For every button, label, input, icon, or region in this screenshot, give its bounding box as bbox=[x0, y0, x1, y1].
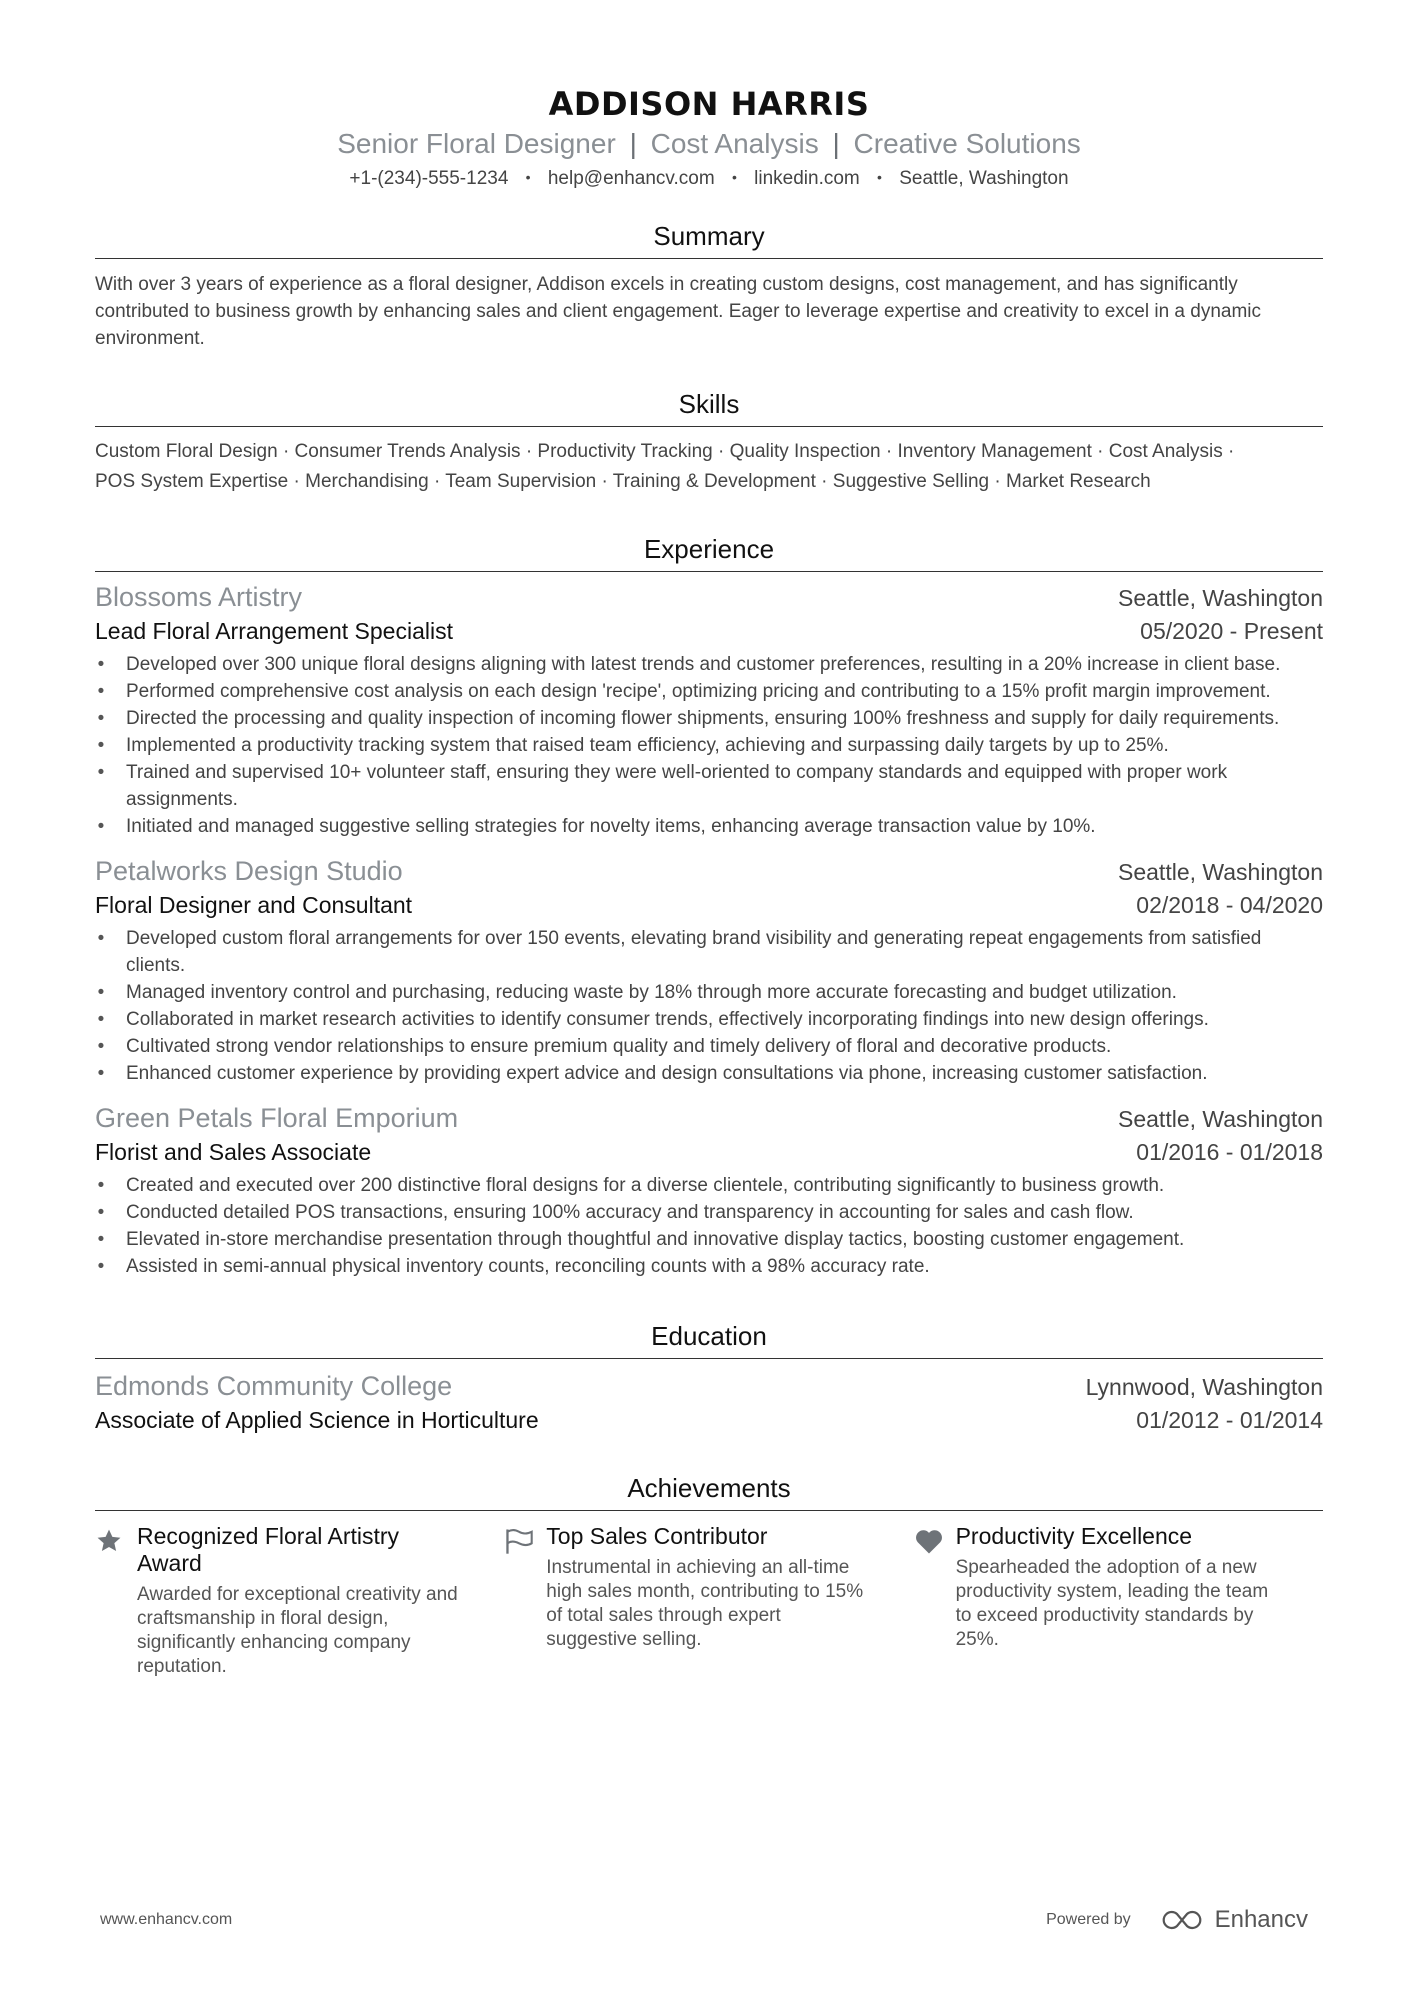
skills-line-1: Custom Floral Design · Consumer Trends Analysis · Productivity Tracking · Quality Inspection · Inventory Management · Cost Analysis · bbox=[95, 441, 1235, 462]
achievement-desc: Awarded for exceptional creativity and craftsmanship in floral design, significantly enhancing company reputation. bbox=[137, 1584, 458, 1677]
job-dates: 02/2018 - 04/2020 bbox=[1136, 892, 1323, 918]
enhancv-logo-icon bbox=[1157, 1908, 1205, 1932]
headline-separator: | bbox=[832, 128, 840, 159]
education-dates: 01/2012 - 01/2014 bbox=[1136, 1407, 1323, 1433]
enhancv-logo[interactable] bbox=[1157, 1906, 1308, 1934]
job-entry bbox=[95, 1101, 1323, 1280]
achievement-item bbox=[95, 1523, 504, 1679]
list-item: • Cultivated strong vendor relationships to ensure premium quality and timely delivery of floral and decorative products. bbox=[126, 1033, 1323, 1060]
list-item: • Trained and supervised 10+ volunteer staff, ensuring they were well-oriented to company standards and equipped with proper work assignments. bbox=[126, 759, 1323, 813]
education-school: Edmonds Community College bbox=[95, 1371, 453, 1401]
section-title-education: Education bbox=[95, 1320, 1323, 1359]
list-item: • Elevated in-store merchandise presentation through thoughtful and innovative display tactics, boosting customer engagement. bbox=[126, 1226, 1323, 1253]
job-bullets bbox=[95, 1172, 1323, 1280]
achievement-item bbox=[914, 1523, 1323, 1679]
list-item: • Performed comprehensive cost analysis on each design 'recipe', optimizing pricing and contributing to a 15% profit margin improvement. bbox=[126, 678, 1323, 705]
flag-icon bbox=[504, 1523, 546, 1679]
summary-section bbox=[95, 220, 1323, 352]
list-item: • Initiated and managed suggestive selling strategies for novelty items, enhancing average transaction value by 10%. bbox=[126, 813, 1323, 840]
education-entry bbox=[95, 1369, 1323, 1436]
heart-icon bbox=[914, 1523, 956, 1679]
education-section bbox=[95, 1320, 1323, 1436]
section-title-achievements: Achievements bbox=[95, 1472, 1323, 1511]
list-item: • Developed over 300 unique floral designs aligning with latest trends and customer preferences, resulting in a 20% increase in client base. bbox=[126, 651, 1323, 678]
achievements-grid bbox=[95, 1523, 1323, 1679]
enhancv-logo-text: Enhancv bbox=[1214, 1906, 1308, 1933]
headline-title-3: Creative Solutions bbox=[853, 128, 1081, 159]
resume-page bbox=[95, 0, 1323, 1679]
powered-by-label: Powered by bbox=[1046, 1911, 1131, 1928]
contact-separator: • bbox=[731, 169, 737, 185]
contact-location: Seattle, Washington bbox=[899, 168, 1069, 189]
section-title-skills: Skills bbox=[95, 388, 1323, 427]
job-location: Seattle, Washington bbox=[1118, 859, 1323, 885]
list-item: • Collaborated in market research activities to identify consumer trends, effectively incorporating findings into new design offerings. bbox=[126, 1006, 1323, 1033]
contact-separator: • bbox=[877, 169, 882, 185]
achievement-title: Productivity Excellence bbox=[955, 1523, 1193, 1549]
list-item: • Assisted in semi-annual physical inventory counts, reconciling counts with a 98% accuracy rate. bbox=[126, 1253, 1323, 1280]
list-item: • Implemented a productivity tracking system that raised team efficiency, achieving and surpassing daily targets by up to 25%. bbox=[126, 732, 1323, 759]
candidate-name: ADDISON HARRIS bbox=[548, 85, 870, 123]
achievement-title: Top Sales Contributor bbox=[546, 1523, 768, 1549]
achievement-item bbox=[504, 1523, 913, 1679]
achievements-section bbox=[95, 1472, 1323, 1679]
job-company: Blossoms Artistry bbox=[95, 582, 303, 612]
job-company: Green Petals Floral Emporium bbox=[95, 1103, 459, 1133]
star-icon bbox=[95, 1523, 137, 1679]
summary-text: With over 3 years of experience as a floral designer, Addison excels in creating custom designs, cost management, and has significantly contributed to business growth by enhancing sales and client engagement. Eager to leverage expertise and creativity to excel in a dynamic environment. bbox=[95, 274, 1262, 349]
education-degree: Associate of Applied Science in Horticulture bbox=[95, 1407, 539, 1433]
candidate-headline bbox=[95, 126, 1323, 162]
achievement-desc: Spearheaded the adoption of a new productivity system, leading the team to exceed productivity standards by 25%. bbox=[955, 1557, 1269, 1650]
skills-section bbox=[95, 388, 1323, 497]
footer-branding bbox=[1046, 1906, 1308, 1934]
section-title-summary: Summary bbox=[95, 220, 1323, 259]
job-location: Seattle, Washington bbox=[1118, 585, 1323, 611]
contact-linkedin[interactable]: linkedin.com bbox=[754, 168, 860, 189]
skills-list bbox=[95, 437, 1323, 497]
achievement-desc: Instrumental in achieving an all-time high sales month, contributing to 15% of total sales through expert suggestive selling. bbox=[546, 1557, 864, 1650]
list-item: • Managed inventory control and purchasing, reducing waste by 18% through more accurate forecasting and budget utilization. bbox=[126, 979, 1323, 1006]
section-title-experience: Experience bbox=[95, 533, 1323, 572]
list-item: • Created and executed over 200 distinctive floral designs for a diverse clientele, contributing significantly to business growth. bbox=[126, 1172, 1323, 1199]
experience-section bbox=[95, 533, 1323, 1280]
job-location: Seattle, Washington bbox=[1118, 1106, 1323, 1132]
contact-separator: • bbox=[525, 169, 531, 185]
contact-email[interactable]: help@enhancv.com bbox=[547, 168, 715, 189]
job-role: Florist and Sales Associate bbox=[95, 1139, 372, 1165]
headline-title-2: Cost Analysis bbox=[650, 128, 819, 159]
job-bullets bbox=[95, 925, 1323, 1087]
list-item: • Conducted detailed POS transactions, ensuring 100% accuracy and transparency in accounting for sales and cash flow. bbox=[126, 1199, 1323, 1226]
page-footer bbox=[100, 1906, 1308, 1934]
list-item: • Directed the processing and quality inspection of incoming flower shipments, ensuring 100% freshness and supply for daily requirements. bbox=[126, 705, 1323, 732]
job-role: Lead Floral Arrangement Specialist bbox=[95, 618, 453, 644]
job-entry bbox=[95, 854, 1323, 1087]
contact-phone[interactable]: +1-(234)-555-1234 bbox=[349, 168, 509, 189]
footer-website-link[interactable]: www.enhancv.com bbox=[100, 1911, 233, 1928]
job-bullets bbox=[95, 651, 1323, 840]
headline-title-1: Senior Floral Designer bbox=[337, 128, 616, 159]
resume-header bbox=[95, 0, 1323, 192]
job-role: Floral Designer and Consultant bbox=[95, 892, 413, 918]
job-company: Petalworks Design Studio bbox=[95, 856, 403, 886]
education-location: Lynnwood, Washington bbox=[1085, 1374, 1323, 1400]
list-item: • Developed custom floral arrangements for over 150 events, elevating brand visibility and generating repeat engagements from satisfied clients. bbox=[126, 925, 1323, 979]
skills-line-2: POS System Expertise · Merchandising · Team Supervision · Training & Development · Suggestive Selling · Market Research bbox=[95, 471, 1151, 492]
job-dates: 01/2016 - 01/2018 bbox=[1136, 1139, 1323, 1165]
list-item: • Enhanced customer experience by providing expert advice and design consultations via phone, increasing customer satisfaction. bbox=[126, 1060, 1323, 1087]
headline-separator: | bbox=[629, 128, 637, 159]
job-dates: 05/2020 - Present bbox=[1140, 618, 1323, 644]
job-entry bbox=[95, 580, 1323, 840]
contact-line bbox=[95, 166, 1323, 192]
achievement-title: Recognized Floral Artistry Award bbox=[137, 1523, 400, 1576]
